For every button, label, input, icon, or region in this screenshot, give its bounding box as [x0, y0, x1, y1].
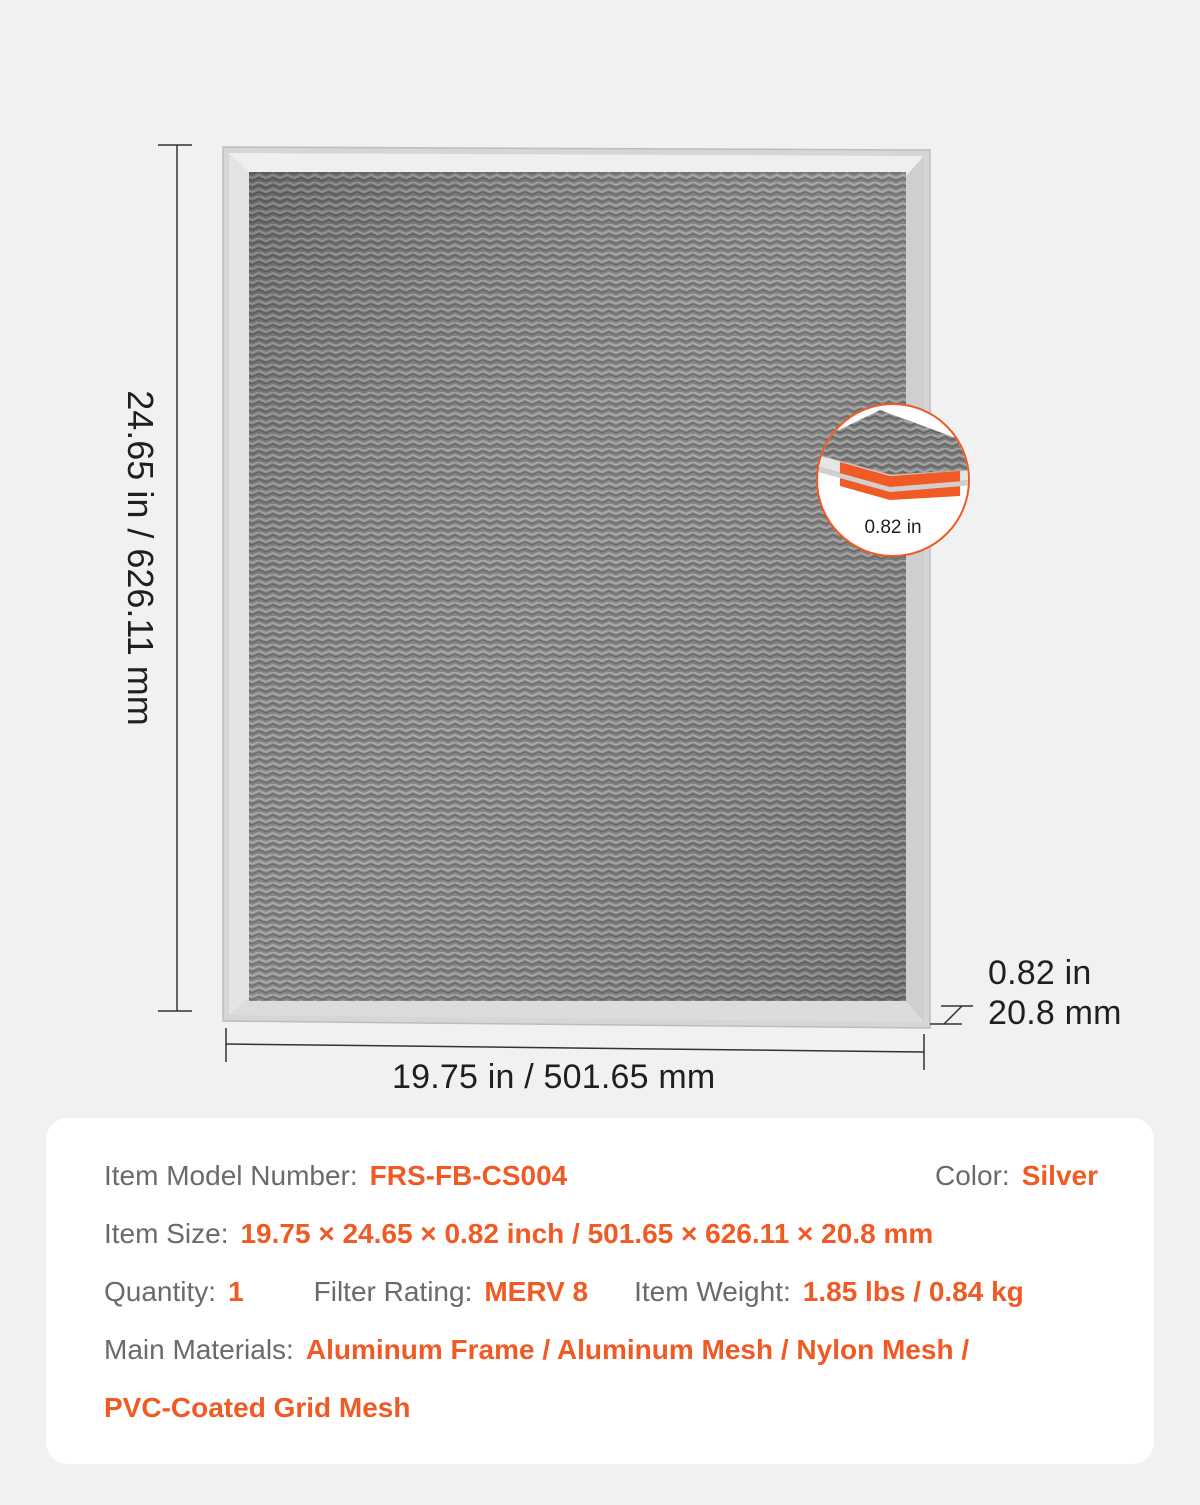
quantity-label: Quantity:	[104, 1276, 217, 1307]
item-weight-label: Item Weight:	[634, 1276, 791, 1307]
thickness-dimension-line	[930, 1006, 973, 1024]
thickness-mm-label: 20.8 mm	[988, 994, 1122, 1032]
item-weight-value: 1.85 lbs / 0.84 kg	[802, 1276, 1024, 1307]
materials-value-line-1: Aluminum Frame / Aluminum Mesh / Nylon Mesh /	[305, 1334, 970, 1365]
model-number-label: Item Model Number:	[104, 1160, 358, 1191]
height-dimension-line	[158, 145, 192, 1011]
filter-mesh	[249, 172, 906, 1001]
item-size-value: 19.75 × 24.65 × 0.82 inch / 501.65 × 626.11 × 20.8 mm	[240, 1218, 934, 1249]
inset-thickness-label: 0.82 in	[864, 517, 922, 538]
materials-value-line-2: PVC-Coated Grid Mesh	[104, 1392, 411, 1423]
model-number-value: FRS-FB-CS004	[369, 1160, 568, 1191]
quantity-value: 1	[228, 1276, 244, 1307]
specifications-card	[46, 1118, 1154, 1464]
thickness-inches-label: 0.82 in	[988, 954, 1092, 992]
width-dimension-label: 19.75 in / 501.65 mm	[392, 1058, 716, 1096]
height-dimension-label: 24.65 in / 626.11 mm	[120, 390, 161, 726]
filter-rating-value: MERV 8	[484, 1276, 589, 1307]
item-size-row	[104, 1218, 933, 1250]
item-size-label: Item Size:	[104, 1218, 229, 1249]
quantity-rating-weight-row	[104, 1276, 1024, 1308]
color-value: Silver	[1021, 1160, 1098, 1191]
materials-label: Main Materials:	[104, 1334, 294, 1365]
color-row	[935, 1160, 1098, 1192]
materials-row	[104, 1334, 969, 1366]
materials-continuation-row	[104, 1392, 410, 1424]
color-label: Color:	[935, 1160, 1010, 1191]
model-number-row	[104, 1160, 567, 1192]
filter-rating-label: Filter Rating:	[313, 1276, 473, 1307]
